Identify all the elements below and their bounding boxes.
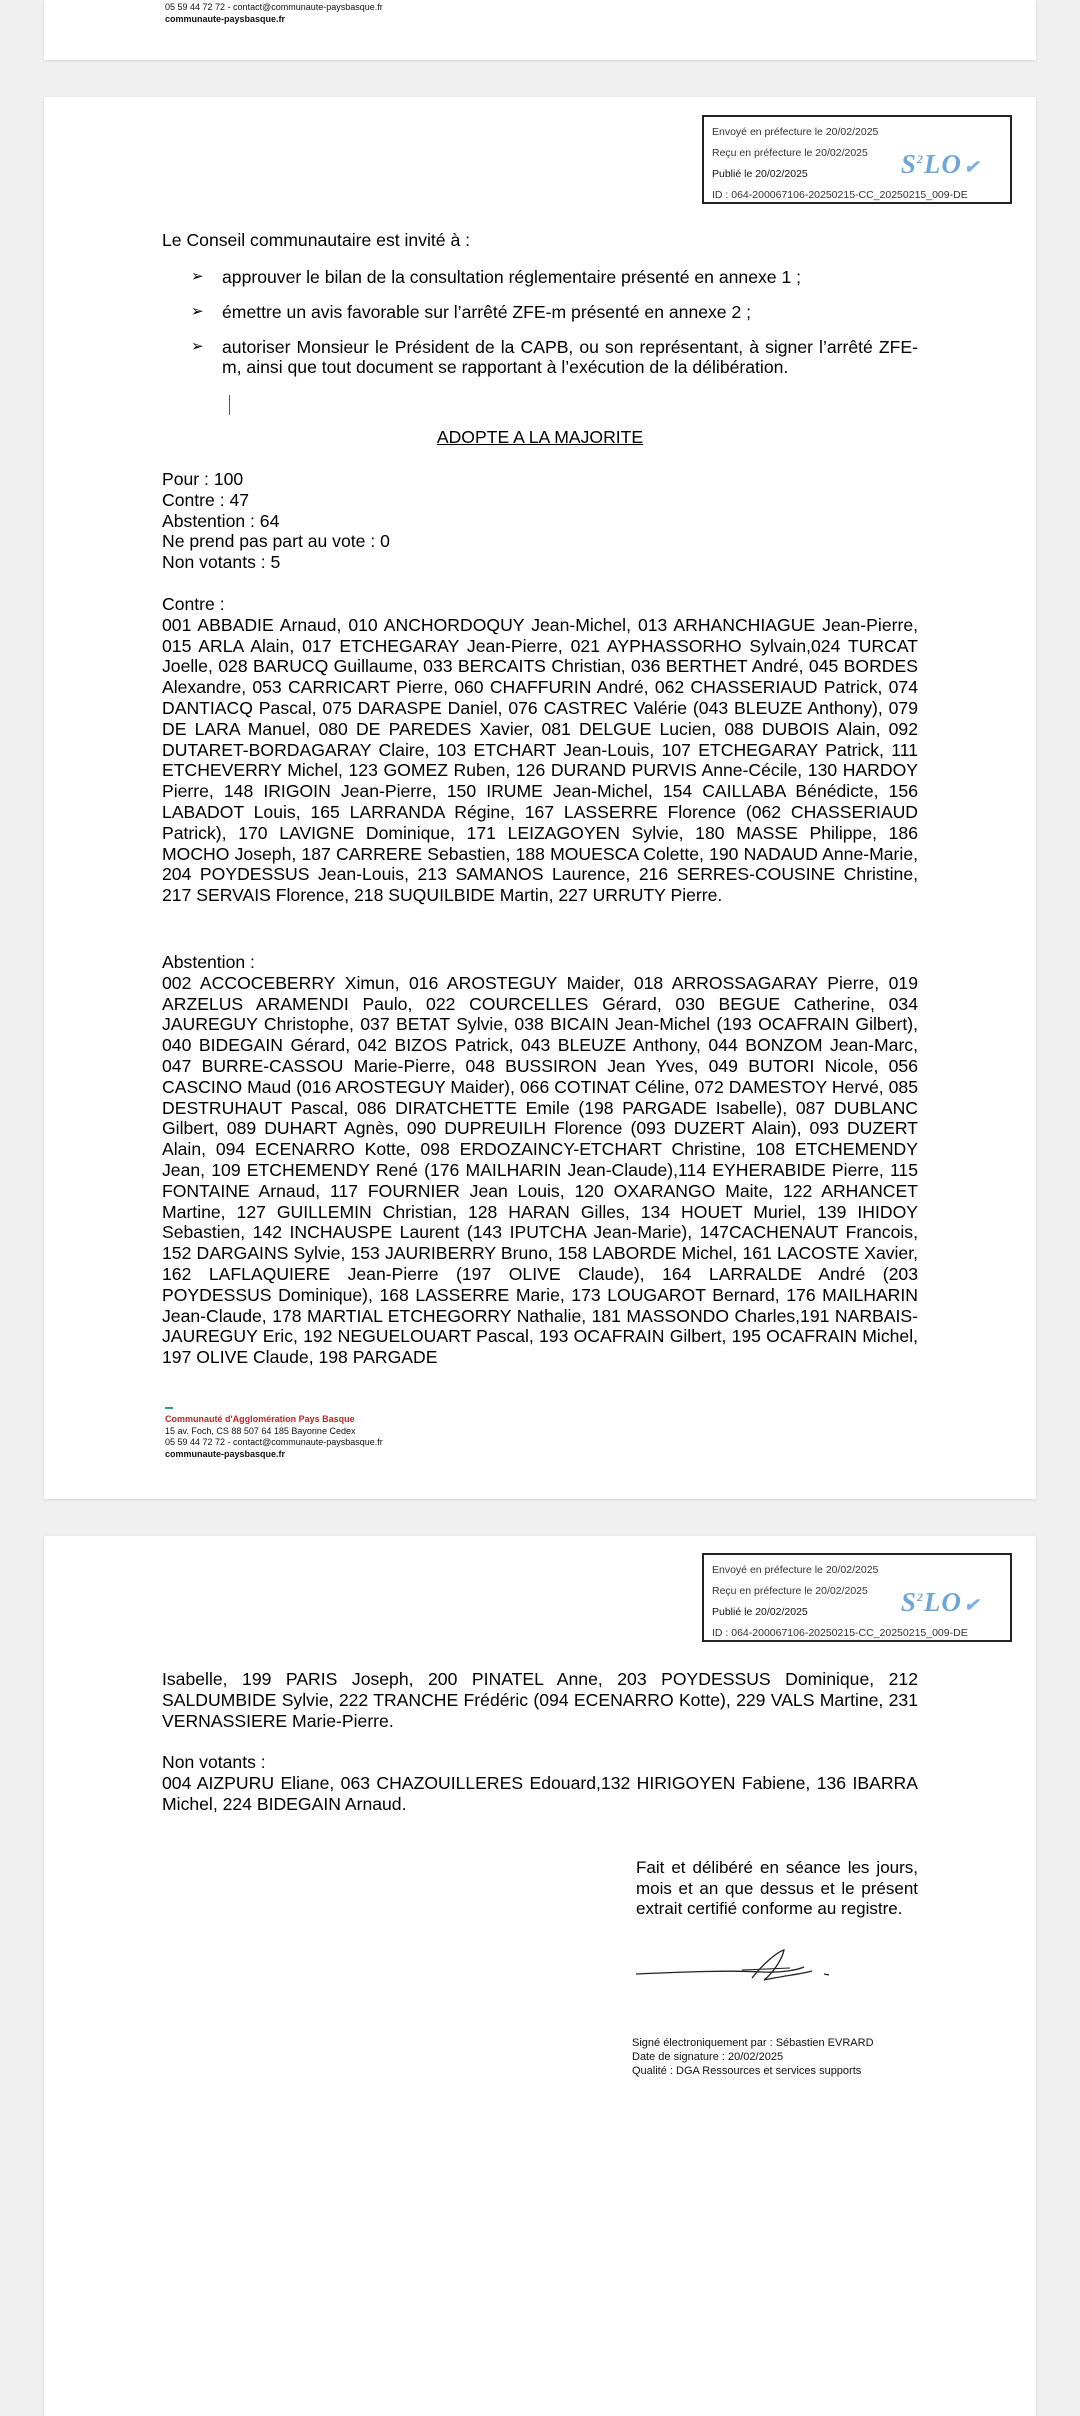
vote-counts [162, 469, 918, 573]
arrow-bullet-icon: ➢ [191, 302, 204, 320]
checkmark-icon: ✔ [963, 157, 980, 177]
non-votants-heading: Non votants : [162, 1752, 266, 1772]
footer-org: Communauté d'Agglomération Pays Basque [165, 1414, 355, 1424]
document-page-2 [44, 1536, 1036, 2416]
slo-logo: $S^2LO$ ✔ [900, 149, 980, 179]
footer-accent [165, 1407, 173, 1409]
signer-qualite: Qualité : DGA Ressources et services supports [632, 2065, 862, 2077]
signature-date: Date de signature : 20/02/2025 [632, 2051, 784, 2063]
contre-section [162, 594, 918, 906]
bullet-item [191, 302, 918, 323]
stamp-publie: Publié le 20/02/2025 [712, 1606, 808, 1618]
vote-ne-prend-pas-part: Ne prend pas part au vote : 0 [162, 531, 390, 552]
bullet-text: autoriser Monsieur le Président de la CAPB, ou son représentant, à signer l’arrêté ZFE-m, ainsi que tout document se rapportant à l’exécution de la délibération. [222, 336, 918, 378]
intro-text: Le Conseil communautaire est invité à : [162, 230, 471, 250]
page-top-partial [44, 0, 1036, 60]
stamp-publie: Publié le 20/02/2025 [712, 168, 808, 180]
arrow-bullet-icon: ➢ [191, 268, 204, 285]
abstention-list: 002 ACCOCEBERRY Ximun, 016 AROSTEGUY Maider, 018 ARROSSAGARAY Pierre, 019 ARZELUS ARAMENDI Paulo, 022 COURCELLES Gérard, 030 BEGUE Catherine, 034 JAUREGUY Christophe, 037 BETAT Sylvie, 038 BICAIN Jean-Michel (193 OCAFRAIN Gilbert), 040 BIDEGAIN Gérard, 042 BIZOS Patrick, 043 BLEUZE Anthony, 044 BONZOM Jean-Marc, 047 BURRE-CASSOU Marie-Pierre, 048 BUSSIRON Jean Yves, 049 BUTORI Nicole, 056 CASCINO Maud (016 AROSTEGUY Maider), 066 COTINAT Céline, 072 DAMESTOY Hervé, 085 DESTRUHAUT Pascal, 086 DIRATCHETTE Emile (198 PARGADE Isabelle), 087 DUBLANC Gilbert, 089 DUHART Agnès, 090 DUPREUILH Florence (093 DUZERT Alain), 093 DUZERT Alain, 094 ECENARRO Kotte, 098 ERDOZAINCY-ETCHART Christine, 108 ETCHEMENDY Jean, 109 ETCHEMENDY René (176 MAILHARIN Jean-Claude),114 EYHERABIDE Pierre, 115 FONTAINE Arnaud, 117 FOURNIER Jean Louis, 120 OXARANGO Maite, 122 ARHANCET Martine, 127 GUILLEMIN Christian, 128 HARAN Gilles, 134 HOUET Muriel, 139 IHIDOY Sebastien, 142 INCHAUSPE Laurent (143 IPUTCHA Jean-Marie), 147CACHENAUT Francois, 152 DARGAINS Sylvie, 153 JAURIBERRY Bruno, 158 LABORDE Michel, 161 LACOSTE Xavier, 162 LAFLAQUIERE Jean-Pierre (197 OLIVE Claude), 164 LARRALDE André (203 POYDESSUS Dominique), 168 LASSERRE Marie, 173 LOUGAROT Bernard, 176 MAILHARIN Jean-Claude, 178 MARTIAL ETCHEGORRY Nathalie, 181 MASSONDO Charles,191 NARBAIS-JAUREGUY Eric, 192 NEGUELOUART Pascal, 193 OCAFRAIN Gilbert, 195 OCAFRAIN Michel, 197 OLIVE Claude, 198 PARGADE [162, 972, 918, 1368]
handwritten-signature [632, 1940, 842, 1990]
stamp-recu: Reçu en préfecture le 20/02/2025 [712, 1585, 868, 1597]
page-footer-partial [165, 2, 383, 25]
signed-by: Signé électroniquement par : Sébastien EVRARD [632, 2037, 874, 2049]
abstention-heading: Abstention : [162, 952, 255, 972]
abstention-continuation: Isabelle, 199 PARIS Joseph, 200 PINATEL Anne, 203 POYDESSUS Dominique, 212 SALDUMBIDE Sylvie, 222 TRANCHE Frédéric (094 ECENARRO Kotte), 229 VALS Martine, 231 VERNASSIERE Marie-Pierre. [162, 1669, 918, 1731]
document-page-1 [44, 97, 1036, 1499]
footer-address: 15 av. Foch, CS 88 507 64 185 Bayonne Cedex [165, 1425, 356, 1436]
stamp-id: ID : 064-200067106-20250215-CC_20250215_009-DE [712, 1627, 968, 1639]
stamp-recu: Reçu en préfecture le 20/02/2025 [712, 147, 868, 159]
arrow-bullet-icon: ➢ [191, 337, 204, 355]
stamp-envoye: Envoyé en préfecture le 20/02/2025 [712, 126, 879, 138]
slo-logo: $S^2LO$ ✔ [900, 1587, 980, 1617]
certification-text: Fait et délibéré en séance les jours, mois et an que dessus et le présent extrait certifié conforme au registre. [636, 1858, 918, 1918]
stamp-id: ID : 064-200067106-20250215-CC_20250215_009-DE [712, 189, 968, 201]
footer-contact: 05 59 44 72 72 - contact@communaute-paysbasque.fr [165, 2, 383, 12]
bullet-text: approuver le bilan de la consultation réglementaire présenté en annexe 1 ; [222, 267, 802, 287]
footer-website: communaute-paysbasque.fr [165, 1448, 286, 1459]
checkmark-icon: ✔ [963, 1595, 980, 1615]
page-footer [165, 1407, 383, 1460]
vote-abstention: Abstention : 64 [162, 510, 280, 531]
footer-website: communaute-paysbasque.fr [165, 13, 286, 24]
vote-non-votants: Non votants : 5 [162, 552, 281, 573]
non-votants-section [162, 1752, 918, 1814]
bullet-item [191, 267, 918, 288]
text-cursor [229, 395, 230, 415]
contre-heading: Contre : [162, 594, 225, 614]
non-votants-list: 004 AIZPURU Eliane, 063 CHAZOUILLERES Edouard,132 HIRIGOYEN Fabiene, 136 IBARRA Michel, 224 BIDEGAIN Arnaud. [162, 1772, 918, 1814]
vote-contre: Contre : 47 [162, 489, 250, 510]
result-title: ADOPTE A LA MAJORITE [436, 427, 644, 447]
prefecture-stamp [702, 1553, 1012, 1642]
stamp-envoye: Envoyé en préfecture le 20/02/2025 [712, 1564, 879, 1576]
bullet-list [191, 267, 918, 392]
vote-pour: Pour : 100 [162, 469, 244, 489]
prefecture-stamp [702, 115, 1012, 204]
bullet-item [191, 337, 918, 379]
electronic-signature-block [632, 2036, 874, 2078]
abstention-section [162, 952, 918, 1368]
footer-contact: 05 59 44 72 72 - contact@communaute-paysbasque.fr [165, 1437, 383, 1447]
contre-list: 001 ABBADIE Arnaud, 010 ANCHORDOQUY Jean-Michel, 013 ARHANCHIAGUE Jean-Pierre, 015 ARLA Alain, 017 ETCHEGARAY Jean-Pierre, 021 AYPHASSORHO Sylvain,024 TURCAT Joelle, 028 BARUCQ Guillaume, 033 BERCAITS Christian, 036 BERTHET André, 045 BORDES Alexandre, 053 CARRICART Pierre, 060 CHAFFURIN André, 062 CHASSERIAUD Patrick, 074 DANTIACQ Pascal, 075 DARASPE Daniel, 076 CASTREC Valérie (043 BLEUZE Anthony), 079 DE LARA Manuel, 080 DE PAREDES Xavier, 081 DELGUE Lucien, 088 DUBOIS Alain, 092 DUTARET-BORDAGARAY Claire, 103 ETCHART Jean-Louis, 107 ETCHEGARAY Patrick, 111 ETCHEVERRY Michel, 123 GOMEZ Ruben, 126 DURAND PURVIS Anne-Cécile, 130 HARDOY Pierre, 148 IRIGOIN Jean-Pierre, 150 IRUME Jean-Michel, 154 CAILLABA Bénédicte, 156 LABADOT Louis, 165 LARRANDA Régine, 167 LASSERRE Florence (062 CHASSERIAUD Patrick), 170 LAVIGNE Dominique, 171 LEIZAGOYEN Sylvie, 180 MASSE Philippe, 186 MOCHO Joseph, 187 CARRERE Sebastien, 188 MOUESCA Colette, 190 NADAUD Anne-Marie, 204 POYDESSUS Jean-Louis, 213 SAMANOS Laurence, 216 SERRES-COUSINE Christine, 217 SERVAIS Florence, 218 SUQUILBIDE Martin, 227 URRUTY Pierre. [162, 614, 918, 906]
bullet-text: émettre un avis favorable sur l’arrêté ZFE-m présenté en annexe 2 ; [222, 301, 752, 322]
